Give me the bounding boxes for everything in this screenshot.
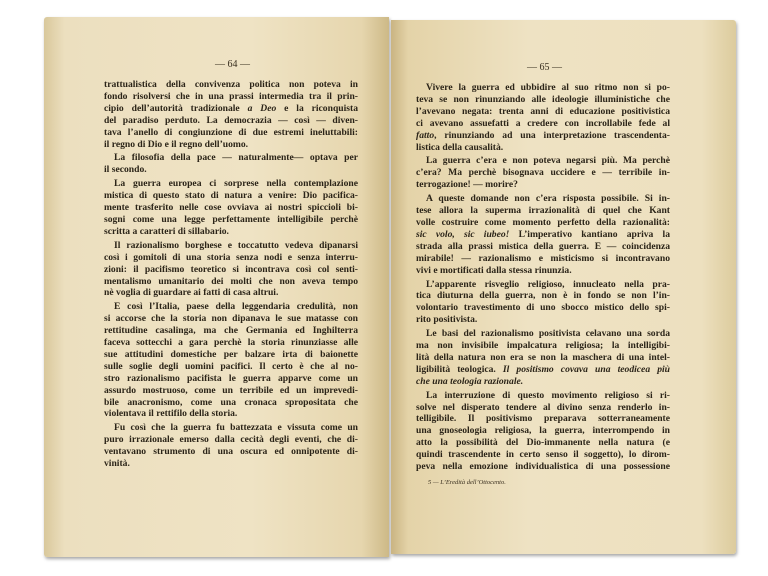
paragraph [104,240,358,300]
paragraph [416,82,670,153]
paragraph [416,390,670,473]
text-line: L’apparente risveglio religioso, innucleato nella pra- [426,278,670,290]
text-line: telligibile. Il positivismo preparava sotterraneamente [416,413,670,425]
text-line: bile anacronismo, come una cronaca spropositata che [104,396,358,408]
text-line: trattualistica della convivenza politica non poteva in [104,79,358,90]
italic-text: sic volo, sic iubeo! [416,228,510,240]
text-line: l’avevano negata: trenta anni di educazione positivistica [416,105,670,117]
text-line: tese allora la superma irrazionalità di quel che Kant [416,205,670,217]
text-line: atto la possibilità del Dio-immanente nella natura (e [416,437,670,449]
text-segment: L’imperativo kantiano apriva la [509,228,670,240]
text-line: rettitudine casalinga, ma che Germania ed Inghilterra [104,325,358,337]
text-line: mistica di questo stato di natura a venire: Dio pacifica- [104,190,358,202]
paragraph [104,152,358,176]
text-line: violentava il rettifilo della storia. [104,408,238,420]
text-line: vinità. [104,458,130,470]
paragraph [416,328,670,388]
right-page-text [416,82,670,475]
text-line: tica diuturna della guerra, non è in fondo se non l’in- [416,290,670,302]
paragraph [104,79,358,150]
text-line: peva nella emozione individualistica di una possessione [416,461,670,473]
text-line: mirabile! — razionalismo e misticismo si incontravano [416,252,670,264]
text-line: Vivere la guerra ed ubbidire al suo ritmo non si po- [426,82,670,93]
paragraph [104,301,358,420]
text-line: c’era? Ma perchè bisognava uccidere e — terribile in- [416,167,670,179]
text-line [104,103,358,115]
text-line: mente trasferito nelle cose ovviava ai nostri spiccioli bi- [104,202,358,214]
right-page-number: — 65 — [527,62,562,73]
text-line: La guerra c’era e non poteva negarsi più. Ma perchè [426,155,670,167]
text-line: volle costruire come momento perfetto della razionalità: [416,216,670,228]
text-line: Le basi del razionalismo positivista celavano una sorda [426,328,670,340]
text-line: sue attitudini domestiche per balzare irta di baionette [104,348,358,360]
text-line: ventavano strumento di una oscura ed onnipotente di- [104,446,358,458]
text-line: sulle soglie degli uomini pacifici. Il certo è che al no- [104,360,358,372]
text-line: Il razionalismo borghese e toccatutto vedeva dipanarsi [114,239,358,251]
text-line: La filosofia della pace — naturalmente— optava per [114,152,358,164]
text-line: listica della causalità. [416,141,504,153]
text-line: solve nel disperato tendere al divino senza renderlo in- [416,401,670,413]
text-line: tava l’anello di congiunzione di due estremi ineluttabili: [104,126,358,138]
text-segment: cipio dell’autorità tradizionale [104,102,248,114]
text-line: puro irrazionale emerso dalla cecità degli eventi, che di- [104,434,358,446]
text-line: fondo risolversi che in una prassi intermedia tra il prin- [104,90,358,102]
text-segment: e la riconquista [276,102,359,114]
paragraph [104,178,358,238]
text-line: si accorse che la storia non dipanava le sue matasse con [104,313,358,325]
left-page-text [104,79,358,472]
paragraph [104,422,358,470]
text-line: vivi e mortificati dalla stessa rinunzia. [416,264,572,276]
text-line [416,130,670,142]
text-line: il regno di Dio e il regno dell’uomo. [104,138,249,150]
italic-text: che una teologia razionale. [416,375,524,387]
text-line: faceva sottecchi a gara perchè la storia rinunziasse alle [104,337,358,349]
text-line: volontario travestimento di uno sbocco mistico dello spi- [416,302,670,314]
text-line: del paradiso perduto. La democrazia — così — diven- [104,114,358,126]
footnote: 5 — L’Eredità dell’Ottocento. [428,479,506,486]
text-line: lità della natura non era se non la maschera di una intel- [416,351,670,363]
text-line: quindi trascendente in certo senso il soggetto), lo dirom- [416,449,670,461]
text-line: ma non invisibile impalcatura religiosa; la intelligibi- [416,340,670,352]
text-line: terrogazione! — morire? [416,179,518,191]
text-segment: ligibilità teologica. [416,363,503,375]
paragraph [416,193,670,276]
italic-text: fatto [416,129,435,141]
text-line: nè voglia di guardare ai fatti di casa altrui. [104,287,279,299]
text-line: rito positivista. [416,314,478,326]
text-line: La interruzione di questo movimento religioso si ri- [426,389,670,401]
text-line: scritta a caratteri di sillabario. [104,225,229,237]
text-line: il secondo. [104,164,147,176]
text-line: mentalismo umanitario dei molti che non aveva tempo [104,275,358,287]
text-line: strada alla prassi mistica della guerra. E — coincidenza [416,240,670,252]
text-line [416,364,670,376]
text-line: La guerra europea ci sorprese nella contemplazione [114,178,358,190]
text-line: E così l’Italia, paese della leggendaria credulità, non [114,301,358,313]
text-line: stro razionalismo pacifista le guerra apparve come un [104,372,358,384]
paragraph [416,155,670,191]
text-line: ci avevano assuefatti a credere con incrollabile fede al [416,117,670,129]
italic-text: Il positismo covava una teodicea più [502,363,670,375]
text-line [416,376,670,388]
text-segment: , rinunziando ad una interpretazione trascendenta- [434,129,670,141]
text-line: A queste domande non c’era risposta possibile. Si in- [426,193,670,205]
text-line: teva se non rinunziando alle ideologie illuministiche che [416,93,670,105]
left-page-number: — 64 — [215,59,250,70]
text-line: assurdo mostruoso, come un terribile ed un imprevedi- [104,384,358,396]
text-line: una gnoseologia religiosa, la guerra, interrompendo in [416,425,670,437]
text-line [416,229,670,241]
italic-text: a Deo [247,102,277,114]
text-line: così i gomitoli di una storia senza nodi e senza interru- [104,251,358,263]
text-line: sogni come una legge perfettamente intelligibile perchè [104,213,358,225]
text-line: Fu così che la guerra fu battezzata e vissuta come un [114,422,358,434]
text-line: zioni: il pacifismo teoretico si incontrava così col senti- [104,263,358,275]
paragraph [416,279,670,327]
